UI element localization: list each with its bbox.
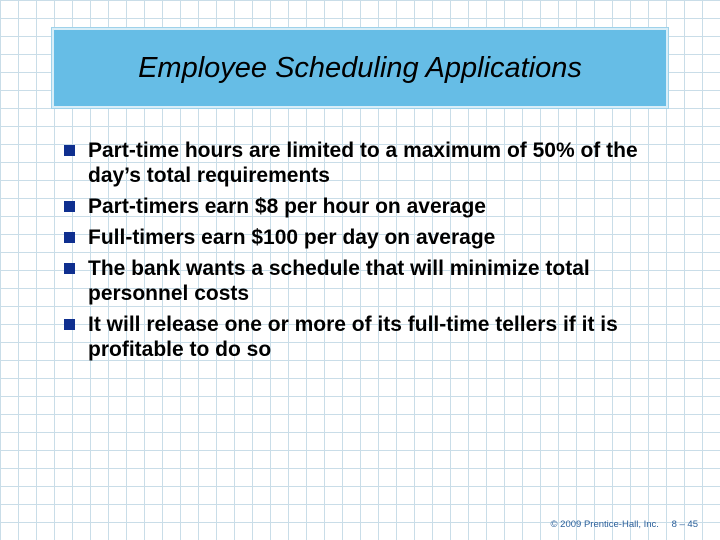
square-bullet-icon — [64, 232, 75, 243]
square-bullet-icon — [64, 201, 75, 212]
bullet-item — [62, 256, 682, 306]
copyright-text: © 2009 Prentice-Hall, Inc. — [550, 519, 659, 530]
square-bullet-icon — [64, 263, 75, 274]
bullet-list — [62, 138, 682, 368]
bullet-text: The bank wants a schedule that will minimize total personnel costs — [88, 257, 590, 305]
square-bullet-icon — [64, 319, 75, 330]
bullet-item — [62, 312, 682, 362]
bullet-text: Part-timers earn $8 per hour on average — [88, 195, 486, 218]
bullet-item — [62, 138, 682, 188]
slide-footer — [551, 519, 698, 530]
bullet-text: Part-time hours are limited to a maximum of 50% of the day’s total requirements — [88, 139, 638, 187]
square-bullet-icon — [64, 145, 75, 156]
slide-title: Employee Scheduling Applications — [138, 51, 582, 84]
bullet-item — [62, 194, 682, 219]
bullet-item — [62, 225, 682, 250]
page-number: 8 – 45 — [671, 519, 698, 530]
title-box — [52, 28, 668, 108]
bullet-text: Full-timers earn $100 per day on average — [88, 226, 496, 249]
bullet-text: It will release one or more of its full-time tellers if it is profitable to do so — [88, 313, 618, 361]
